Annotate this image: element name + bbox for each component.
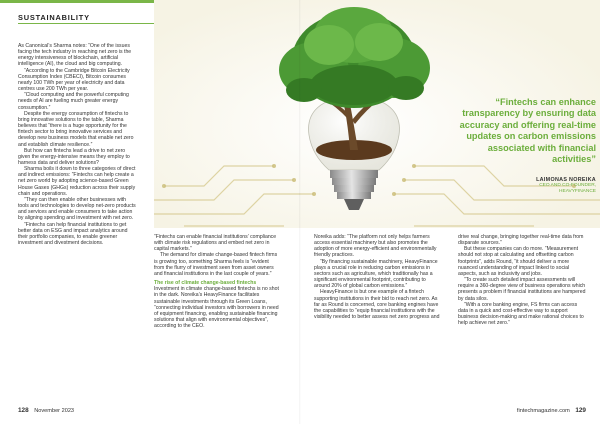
quote-role-line-2: HEAVYFINANCE [559,189,596,195]
paragraph: But how can fintechs lead a drive to net zero given the energy-intensive means they employ to harness data and deliver solutions? [18,147,130,166]
paragraph: drive real change, bringing together real-time data from disparate sources.” [458,234,584,247]
paragraph: “To create such detailed impact assessments will require a 360-degree view of business operations which presents a problem if financial institutions are hampered by data silos. [458,277,586,302]
paragraph: “By financing sustainable machinery, HeavyFinance plays a crucial role in reducing carbon emissions in sectors such as agriculture, which traditionally has a significant environmental footprint, contributing to around 20% of global carbon emissions.” [314,258,438,290]
paragraph: The demand for climate change-based fintech firms is growing too, something Sharma feels is “evident from the flurry of investment seen from asset owners and financial institutions in the last couple of years.” [154,252,278,277]
pull-quote [442,97,596,195]
paragraph: HeavyFinance is but one example of a fintech supporting institutions in their bid to reach net zero. As far as Round is concerned, core banking engines have the capabilities to “equip financial institutions with the visibility needed to better assess net zero progress and [314,289,440,321]
page-number-left: 128 [18,407,29,414]
subheading: The rise of climate change-based fintechs [154,280,257,287]
page-number-right: 129 [575,407,586,414]
paragraph: “With a core banking engine, FS firms can access data in a quick and cost-effective way to support business decision-making and make rational choices to help achieve net zero.” [458,301,584,327]
footer-left [18,407,74,414]
quote-author: LAIMONAS NOREIKA [536,177,596,184]
article-column-2 [154,234,280,329]
issue-date: November 2023 [34,408,75,414]
pull-quote-text: “Fintechs can enhance transparency by ensuring data accuracy and offering real-time updates on carbon emissions associated with financial activities” [459,97,596,165]
page-gutter [299,0,301,424]
footer-right [517,407,586,414]
article-column-1 [18,43,136,246]
paragraph: Sharma boils it down to three categories of direct and indirect emissions: “Fintechs can help create a net zero world by adopting science-based Green House Gases (GHGs) reduction across their supply chain and operations. [18,166,136,197]
paragraph: “Fintechs can help financial institutions to get better data on ESG and impact analytics around their portfolio companies, to enable greener investment and divestment decisions. [18,221,128,246]
paragraph: Despite the energy consumption of fintechs to bring innovative solutions to the table, Sharma believes that “there is a huge opportunity for the fintech sector to bring innovative services and develop new business models that enable net zero and establish climate resilience.” [18,110,134,148]
paragraph: “Fintechs can enable financial institutions’ compliance with climate risk regulations and embed net zero in capital markets.” [154,234,277,253]
paragraph: But these companies can do more. “Measurement should not stop at calculating and offsetting carbon footprints”, adds Round, “it should deliver a more nuanced understanding of impact linked to social aspects, such as inclusivity and jobs. [458,246,579,277]
article-column-4 [458,234,586,326]
site-link[interactable]: fintechmagazine.com [516,408,570,414]
paragraph: “According to the Cambridge Bitcoin Electricity Consumption Index (CBECI), Bitcoin consumes nearly 100 TWh per year of electricity and data centres use 200 TWh per year. [18,67,130,93]
article-column-3 [314,234,440,320]
paragraph: As Canonical’s Sharma notes: “One of the issues facing the tech industry in reaching net zero is the energy intensiveness of blockchain, artificial intelligence (AI), the cloud and big computing. [18,43,132,68]
section-label: SUSTAINABILITY [18,13,90,22]
paragraph: Investment in climate change-based fintechs is no shot in the dark. Noreika’s HeavyFinance facilitates sustainable investments through its Green Loans, “connecting individual investors with borrowers in need of equipment financing, enabling sustainable financing solutions that align with environmental objectives”, according to the CEO. [154,286,279,330]
paragraph: Noreika adds: “The platform not only helps farmers access essential machinery but also promotes the adoption of more energy-efficient and environmentally friendly practices. [314,234,437,259]
quote-role-line-1: CEO AND CO-FOUNDER, [539,183,596,189]
paragraph: “Cloud computing and the powerful computing needs of AI are fueling much greater energy consumption.” [18,92,129,111]
paragraph: “They can then enable other businesses with tools and technologies to develop net-zero products and services and enable consumers to take action by aligning spending and investment with net zero. [18,196,136,222]
